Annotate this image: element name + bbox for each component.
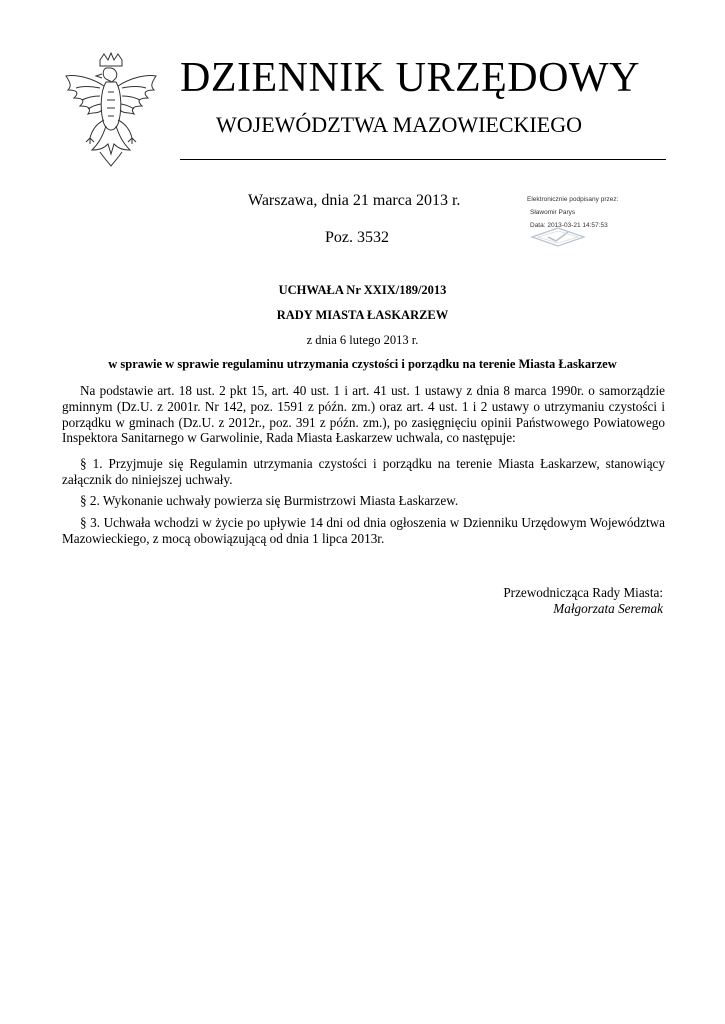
eagle-emblem-icon [62, 52, 160, 168]
journal-subtitle: WOJEWÓDZTWA MAZOWIECKIEGO [216, 112, 582, 137]
position-number: Poz. 3532 [325, 229, 389, 246]
resolution-date: z dnia 6 lutego 2013 r. [306, 333, 419, 347]
electronic-signature-stamp [522, 196, 662, 256]
header-divider [180, 159, 666, 160]
paragraph-text: § 1. Przyjmuje się Regulamin utrzymania czystości i porządku na terenie Miasta Łaskarzew, stanowiący załącznik do niniejszej uchwały. [62, 456, 665, 487]
legal-basis-paragraph [62, 383, 665, 446]
section-1-paragraph [62, 456, 665, 488]
signature-stamp-label: Elektronicznie podpisany przez: [527, 196, 619, 203]
paragraph-text: § 3. Uchwała wchodzi w życie po upływie 14 dni od dnia ogłoszenia w Dzienniku Urzędowym Województwa Mazowieckiego, z mocą obowiązującą od dnia 1 lipca 2013r. [62, 515, 665, 546]
chair-name: Małgorzata Seremak [553, 601, 663, 616]
resolution-number: UCHWAŁA Nr XXIX/189/2013 [278, 283, 447, 297]
section-2-paragraph [62, 493, 665, 509]
resolution-subject: w sprawie w sprawie regulaminu utrzymania czystości i porządku na terenie Miasta Łaskarzew [108, 357, 617, 371]
signature-stamp-date: Data: 2013-03-21 14:57:53 [530, 222, 608, 229]
place-date: Warszawa, dnia 21 marca 2013 r. [248, 192, 461, 209]
signature-check-icon [530, 226, 586, 248]
signature-stamp-signer: Sławomir Parys [530, 209, 576, 216]
chair-role: Przewodnicząca Rady Miasta: [503, 585, 663, 600]
journal-title: DZIENNIK URZĘDOWY [180, 55, 640, 101]
section-3-paragraph [62, 515, 665, 547]
resolution-body: RADY MIASTA ŁASKARZEW [276, 308, 449, 322]
paragraph-text: § 2. Wykonanie uchwały powierza się Burmistrzowi Miasta Łaskarzew. [80, 493, 459, 508]
paragraph-text: Na podstawie art. 18 ust. 2 pkt 15, art. 40 ust. 1 i art. 41 ust. 1 ustawy z dnia 8 marca 1990r. o samorządzie gminnym (Dz.U. z 2001r. Nr 142, poz. 1591 z późn. zm.) oraz art. 4 ust. 1 i 2 ustawy o utrzymaniu czystości i porządku w gminach (Dz.U. z 2012r., poz. 391 z późn. zm.), po zasięgnięciu opinii Państwowego Powiatowego Inspektora Sanitarnego w Garwolinie, Rada Miasta Łaskarzew uchwala, co następuje: [62, 383, 665, 446]
